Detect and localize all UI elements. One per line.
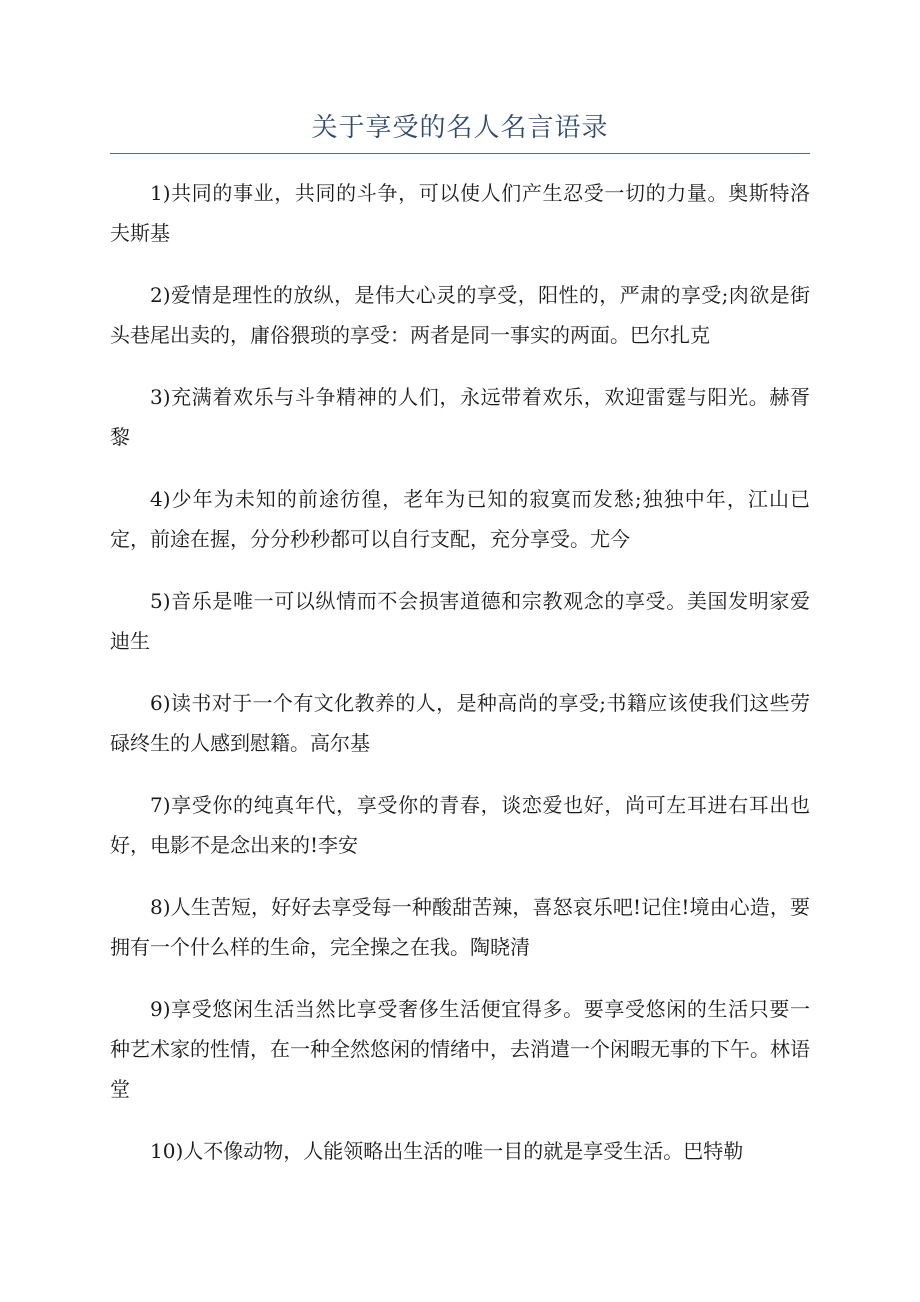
quote-item-3: 3)充满着欢乐与斗争精神的人们，永远带着欢乐，欢迎雷霆与阳光。赫胥黎 bbox=[110, 385, 810, 449]
quote-item-5: 5)音乐是唯一可以纵情而不会损害道德和宗教观念的享受。美国发明家爱迪生 bbox=[110, 589, 810, 653]
quote-item-9: 9)享受悠闲生活当然比享受奢侈生活便宜得多。要享受悠闲的生活只要一种艺术家的性情，在一种全然悠闲的情绪中，去消遣一个闲暇无事的下午。林语堂 bbox=[110, 997, 810, 1101]
page-title: 关于享受的名人名言语录 bbox=[311, 113, 609, 143]
quote-item-7: 7)享受你的纯真年代，享受你的青春，谈恋爱也好，尚可左耳进右耳出也好，电影不是念出来的!李安 bbox=[110, 793, 810, 857]
title-divider bbox=[110, 153, 810, 154]
quote-item-2: 2)爱情是理性的放纵，是伟大心灵的享受，阳性的，严肃的享受;肉欲是街头巷尾出卖的，庸俗猥琐的享受：两者是同一事实的两面。巴尔扎克 bbox=[110, 283, 810, 347]
quote-item-6: 6)读书对于一个有文化教养的人，是种高尚的享受;书籍应该使我们这些劳碌终生的人感到慰籍。高尔基 bbox=[110, 691, 810, 755]
quote-item-4: 4)少年为未知的前途彷徨，老年为已知的寂寞而发愁;独独中年，江山已定，前途在握，分分秒秒都可以自行支配，充分享受。尤今 bbox=[110, 487, 810, 551]
quote-item-1: 1)共同的事业，共同的斗争，可以使人们产生忍受一切的力量。奥斯特洛夫斯基 bbox=[110, 181, 810, 245]
quote-item-10: 10)人不像动物，人能领略出生活的唯一目的就是享受生活。巴特勒 bbox=[150, 1139, 744, 1163]
quote-list bbox=[110, 173, 810, 1193]
quote-item-8: 8)人生苦短，好好去享受每一种酸甜苦辣，喜怒哀乐吧!记住!境由心造，要拥有一个什么样的生命，完全操之在我。陶晓清 bbox=[110, 895, 810, 959]
